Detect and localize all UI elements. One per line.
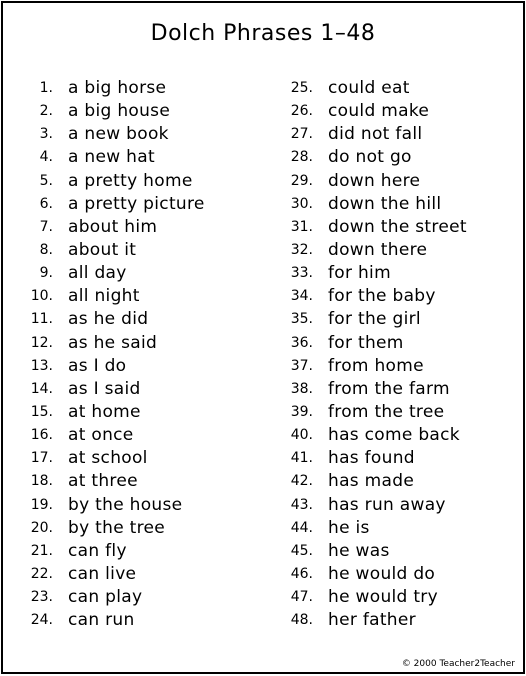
phrase-number: 39. bbox=[290, 403, 313, 420]
phrase-number: 6. bbox=[39, 195, 53, 212]
phrase-item bbox=[265, 424, 515, 447]
phrase-number: 11. bbox=[30, 311, 53, 328]
phrase-item bbox=[3, 540, 265, 563]
phrase-number: 43. bbox=[290, 496, 313, 513]
phrase-text: down the hill bbox=[328, 193, 442, 214]
phrase-number: 25. bbox=[290, 80, 313, 96]
phrase-text: for him bbox=[328, 263, 391, 284]
phrase-item bbox=[265, 285, 515, 308]
phrase-number: 29. bbox=[290, 172, 313, 189]
phrase-number: 40. bbox=[290, 427, 313, 444]
phrase-number: 12. bbox=[30, 334, 53, 351]
phrase-item bbox=[3, 447, 265, 470]
phrase-number: 19. bbox=[30, 496, 53, 513]
phrase-text: has run away bbox=[328, 494, 446, 515]
phrase-text: from the farm bbox=[328, 378, 450, 399]
phrase-text: a big house bbox=[68, 101, 171, 122]
phrase-text: can fly bbox=[68, 540, 127, 561]
phrase-number: 27. bbox=[290, 126, 313, 143]
phrase-text: all night bbox=[68, 286, 140, 307]
phrase-number: 36. bbox=[290, 334, 313, 351]
phrase-item bbox=[265, 332, 515, 355]
phrase-item bbox=[265, 470, 515, 493]
phrase-item bbox=[3, 262, 265, 285]
phrase-item bbox=[3, 563, 265, 586]
phrase-text: as I said bbox=[68, 378, 141, 399]
phrase-text: did not fall bbox=[328, 124, 423, 145]
phrase-number: 46. bbox=[290, 565, 313, 582]
phrase-number: 38. bbox=[290, 380, 313, 397]
phrase-item bbox=[3, 123, 265, 146]
phrase-number: 35. bbox=[290, 311, 313, 328]
phrase-text: could eat bbox=[328, 78, 410, 98]
phrase-item bbox=[3, 609, 265, 632]
phrase-number: 22. bbox=[30, 565, 53, 582]
phrase-text: has found bbox=[328, 448, 415, 469]
phrase-text: can live bbox=[68, 563, 137, 584]
phrase-text: as he said bbox=[68, 332, 158, 353]
phrase-text: a pretty home bbox=[68, 170, 193, 191]
phrase-number: 26. bbox=[290, 103, 313, 120]
phrase-text: a new book bbox=[68, 124, 169, 145]
phrase-number: 24. bbox=[30, 612, 53, 629]
phrase-item bbox=[265, 355, 515, 378]
phrase-text: at home bbox=[68, 401, 141, 422]
phrase-number: 17. bbox=[30, 450, 53, 467]
phrase-item bbox=[3, 285, 265, 308]
phrase-item bbox=[3, 378, 265, 401]
phrase-number: 2. bbox=[39, 103, 53, 120]
phrase-number: 47. bbox=[290, 589, 313, 606]
phrase-number: 42. bbox=[290, 473, 313, 490]
phrase-number: 34. bbox=[290, 288, 313, 305]
phrase-item bbox=[265, 609, 515, 632]
phrase-item bbox=[3, 586, 265, 609]
phrase-item bbox=[3, 424, 265, 447]
phrase-item bbox=[265, 193, 515, 216]
phrase-text: for the baby bbox=[328, 286, 436, 307]
phrase-item bbox=[3, 170, 265, 193]
phrase-text: from home bbox=[328, 355, 424, 376]
phrase-item bbox=[3, 216, 265, 239]
phrase-number: 44. bbox=[290, 519, 313, 536]
phrase-number: 16. bbox=[30, 427, 53, 444]
phrase-text: has made bbox=[328, 471, 415, 492]
phrase-number: 5. bbox=[39, 172, 53, 189]
phrase-text: about it bbox=[68, 239, 137, 260]
phrase-text: can run bbox=[68, 610, 135, 631]
phrase-number: 45. bbox=[290, 542, 313, 559]
phrase-item bbox=[3, 355, 265, 378]
phrase-text: from the tree bbox=[328, 401, 445, 422]
phrase-item bbox=[265, 239, 515, 262]
phrase-text: has come back bbox=[328, 425, 460, 446]
phrase-number: 1. bbox=[39, 80, 53, 96]
phrase-text: do not go bbox=[328, 147, 412, 168]
phrase-number: 33. bbox=[290, 265, 313, 282]
phrase-number: 10. bbox=[30, 288, 53, 305]
phrase-item bbox=[265, 494, 515, 517]
phrase-item bbox=[265, 401, 515, 424]
phrase-number: 41. bbox=[290, 450, 313, 467]
phrase-item bbox=[265, 100, 515, 123]
phrase-text: he is bbox=[328, 517, 370, 538]
phrase-text: can play bbox=[68, 587, 143, 608]
phrase-number: 23. bbox=[30, 589, 53, 606]
phrase-text: for them bbox=[328, 332, 404, 353]
phrase-list-right bbox=[265, 77, 515, 632]
phrase-text: at three bbox=[68, 471, 138, 492]
phrase-text: her father bbox=[328, 610, 416, 631]
phrase-item bbox=[3, 332, 265, 355]
phrase-number: 21. bbox=[30, 542, 53, 559]
phrase-text: as he did bbox=[68, 309, 149, 330]
phrase-number: 8. bbox=[39, 241, 53, 258]
phrase-item bbox=[3, 517, 265, 540]
phrase-item bbox=[265, 563, 515, 586]
phrase-text: all day bbox=[68, 263, 127, 284]
phrase-item bbox=[3, 146, 265, 169]
phrase-item bbox=[3, 470, 265, 493]
phrase-number: 30. bbox=[290, 195, 313, 212]
phrase-item bbox=[3, 494, 265, 517]
phrase-text: a big horse bbox=[68, 78, 167, 98]
phrase-text: he would try bbox=[328, 587, 438, 608]
phrase-item bbox=[265, 447, 515, 470]
phrase-number: 3. bbox=[39, 126, 53, 143]
phrase-number: 18. bbox=[30, 473, 53, 490]
phrase-item bbox=[3, 401, 265, 424]
phrase-item bbox=[265, 77, 515, 100]
copyright-notice: © 2000 Teacher2Teacher bbox=[401, 659, 515, 669]
phrase-number: 9. bbox=[39, 265, 53, 282]
phrase-item bbox=[3, 77, 265, 100]
phrase-number: 37. bbox=[290, 357, 313, 374]
phrase-number: 28. bbox=[290, 149, 313, 166]
phrase-text: by the house bbox=[68, 494, 183, 515]
phrase-text: down there bbox=[328, 239, 428, 260]
phrase-number: 31. bbox=[290, 218, 313, 235]
phrase-text: down here bbox=[328, 170, 421, 191]
phrase-number: 32. bbox=[290, 241, 313, 258]
phrase-text: a new hat bbox=[68, 147, 155, 168]
phrase-text: as I do bbox=[68, 355, 127, 376]
phrase-text: at once bbox=[68, 425, 134, 446]
phrase-number: 13. bbox=[30, 357, 53, 374]
phrase-text: a pretty picture bbox=[68, 193, 205, 214]
phrase-text: by the tree bbox=[68, 517, 166, 538]
phrase-item bbox=[265, 123, 515, 146]
phrase-item bbox=[265, 170, 515, 193]
phrase-item bbox=[265, 308, 515, 331]
phrase-number: 20. bbox=[30, 519, 53, 536]
phrase-number: 4. bbox=[39, 149, 53, 166]
phrase-list-left bbox=[3, 77, 265, 632]
worksheet-page bbox=[1, 1, 525, 674]
phrase-number: 14. bbox=[30, 380, 53, 397]
phrase-item bbox=[265, 378, 515, 401]
phrase-number: 15. bbox=[30, 403, 53, 420]
phrase-item bbox=[265, 146, 515, 169]
phrase-text: about him bbox=[68, 216, 158, 237]
phrase-item bbox=[265, 262, 515, 285]
phrase-text: could make bbox=[328, 101, 430, 122]
phrase-item bbox=[3, 239, 265, 262]
phrase-text: at school bbox=[68, 448, 148, 469]
phrase-item bbox=[265, 216, 515, 239]
page-title: Dolch Phrases 1–48 bbox=[150, 21, 376, 46]
phrase-text: for the girl bbox=[328, 309, 421, 330]
phrase-text: he was bbox=[328, 540, 390, 561]
phrase-item bbox=[265, 586, 515, 609]
phrase-text: down the street bbox=[328, 216, 467, 237]
phrase-item bbox=[265, 517, 515, 540]
phrase-text: he would do bbox=[328, 563, 436, 584]
phrase-number: 7. bbox=[39, 218, 53, 235]
phrase-item bbox=[3, 100, 265, 123]
phrase-item bbox=[265, 540, 515, 563]
phrase-item bbox=[3, 308, 265, 331]
phrase-item bbox=[3, 193, 265, 216]
phrase-number: 48. bbox=[290, 612, 313, 629]
